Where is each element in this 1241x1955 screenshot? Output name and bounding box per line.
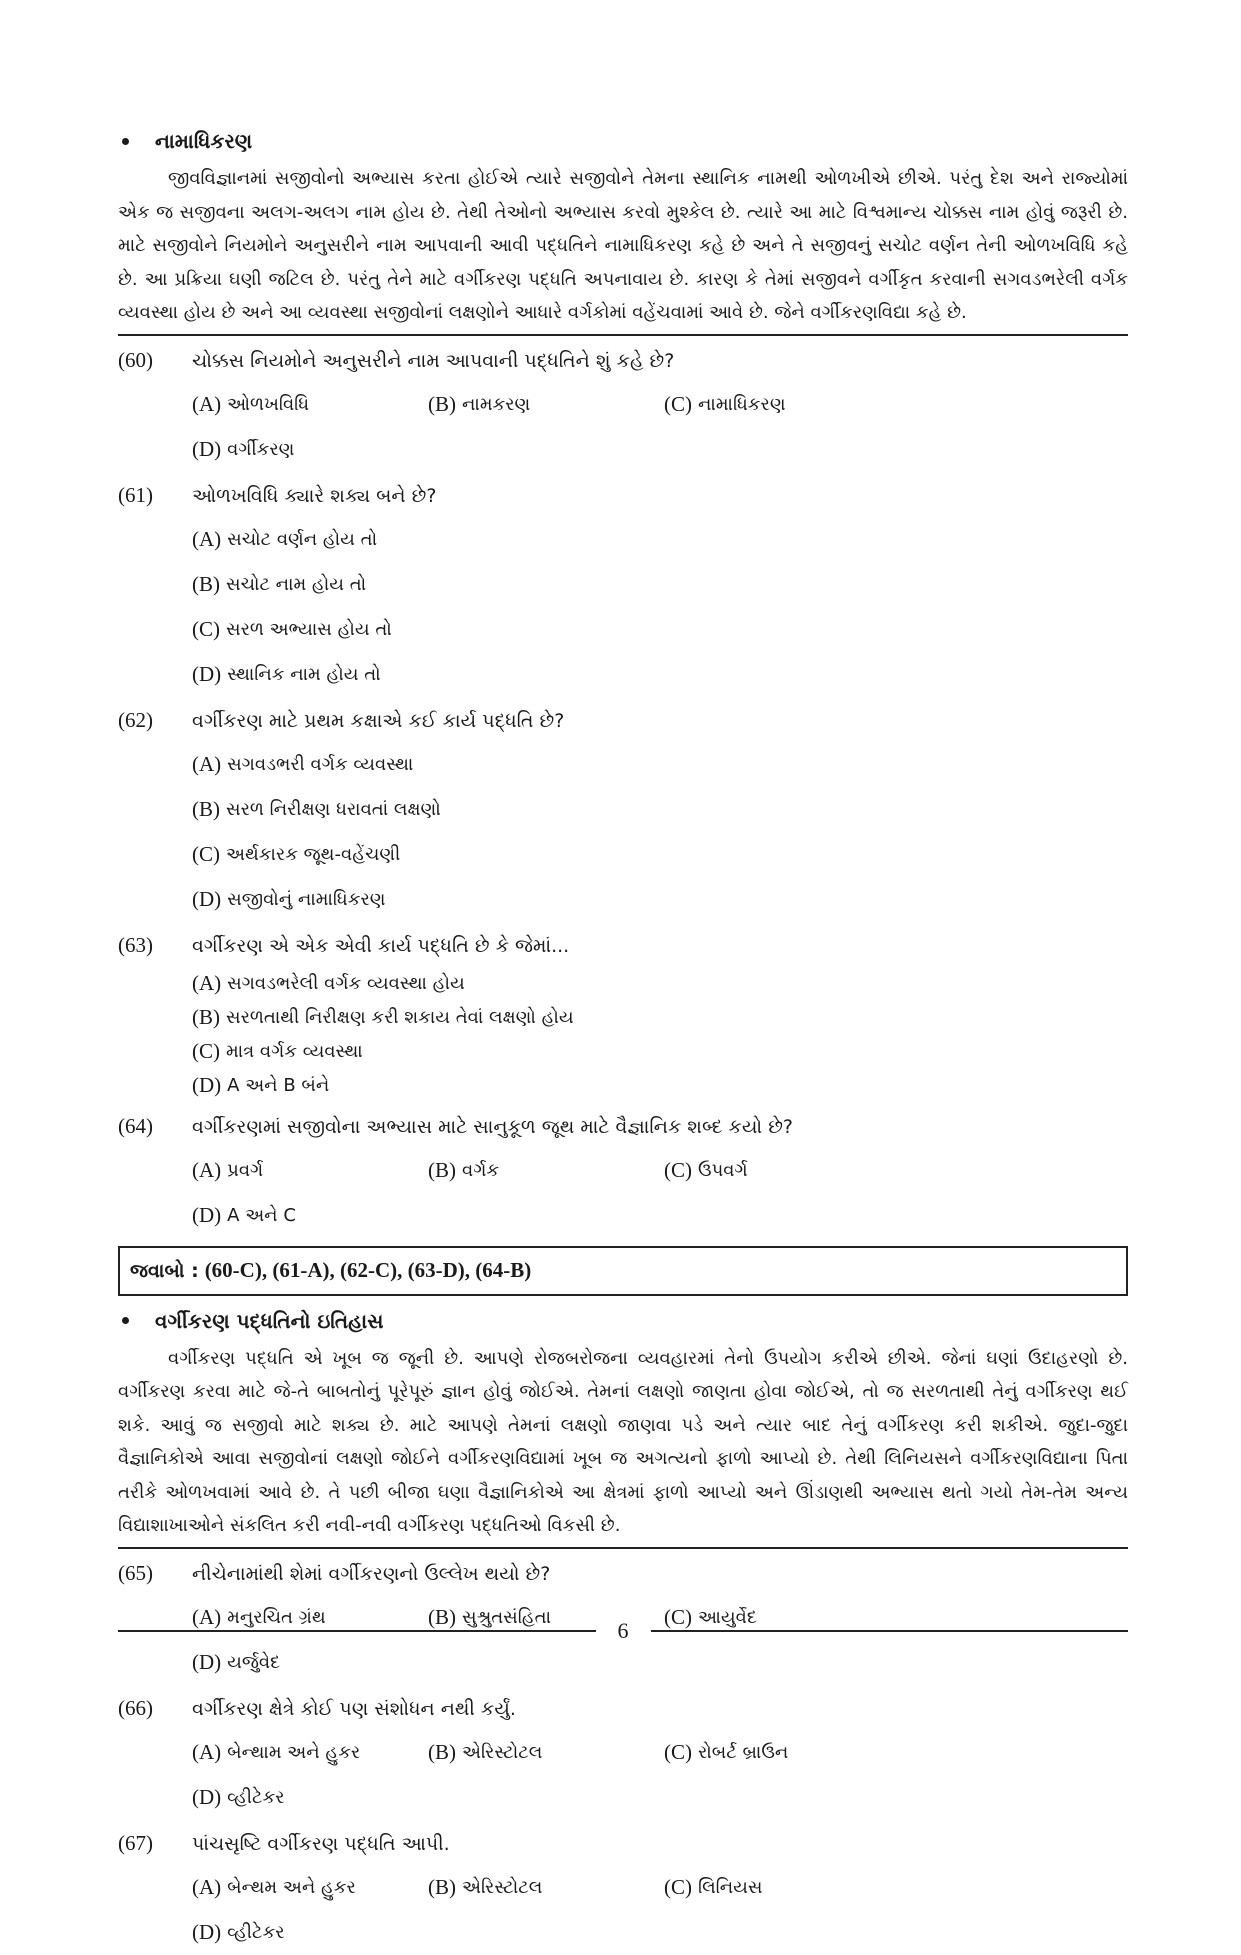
option-text: મનુરચિત ગ્રંથ: [227, 1606, 326, 1628]
option-letter: (C): [192, 1039, 220, 1063]
footer-rule-left: [118, 1630, 596, 1632]
option-text: યર્જુવેદ: [227, 1651, 281, 1673]
divider: [118, 1547, 1128, 1549]
question: [118, 1106, 1128, 1148]
option: [192, 787, 664, 832]
option-text: વ્હીટેકર: [227, 1786, 285, 1808]
question-number: (62): [118, 708, 153, 732]
question: [118, 1553, 1128, 1595]
question-number: (61): [118, 483, 153, 507]
question-text: પાંચસૃષ્ટિ વર્ગીકરણ પદ્ધતિ આપી.: [192, 1832, 450, 1855]
section-heading-classification-history: [118, 1300, 1128, 1342]
question: [118, 1688, 1128, 1730]
option: [192, 427, 428, 472]
option: [428, 1148, 664, 1193]
option-letter: (A): [192, 391, 222, 416]
option: [192, 517, 664, 562]
option-letter: (D): [192, 886, 222, 911]
option: [664, 1730, 900, 1775]
option-letter: (B): [428, 1157, 456, 1182]
question-text: વર્ગીકરણમાં સજીવોના અભ્યાસ માટે સાનુકૂળ જૂથ માટે વૈજ્ઞાનિક શબ્દ કયો છે?: [192, 1115, 793, 1138]
options: [118, 1730, 1128, 1820]
option-letter: (C): [664, 391, 692, 416]
option-text: નામાધિકરણ: [698, 393, 786, 415]
option-letter: (A): [192, 1874, 222, 1899]
option-text: સચોટ વર્ણન હોય તો: [227, 528, 378, 550]
option: [192, 1640, 428, 1685]
question-text: નીચેનામાંથી શેમાં વર્ગીકરણનો ઉલ્લેખ થયો છે?: [192, 1562, 551, 1585]
option: [192, 1193, 428, 1238]
option: [428, 1730, 664, 1775]
option-text: સચોટ નામ હોય તો: [226, 573, 367, 595]
option: [192, 967, 664, 1001]
option-text: વ્હીટેકર: [227, 1921, 285, 1943]
option-text: એરિસ્ટોટલ: [462, 1741, 543, 1763]
option: [192, 1001, 664, 1035]
option: [664, 1865, 900, 1910]
option-text: રોબર્ટ બ્રાઉન: [698, 1741, 789, 1763]
question-number: (60): [118, 348, 153, 372]
option: [192, 562, 664, 607]
option-letter: (A): [192, 526, 222, 551]
question-number: (65): [118, 1561, 153, 1585]
option-text: માત્ર વર્ગક વ્યવસ્થા: [226, 1041, 363, 1062]
page-content: [118, 120, 1128, 1955]
option-letter: (B): [192, 571, 220, 596]
answer-key-codes: (60-C), (61-A), (62-C), (63-D), (64-B): [204, 1258, 532, 1282]
question: [118, 1823, 1128, 1865]
option: [192, 832, 664, 877]
heading-text: નામાધિકરણ: [155, 129, 253, 153]
option-letter: (D): [192, 1919, 222, 1944]
option-letter: (D): [192, 1202, 222, 1227]
option-letter: (B): [428, 1874, 456, 1899]
question-number: (66): [118, 1696, 153, 1720]
option: [192, 877, 664, 922]
option-text: લિનિયસ: [698, 1876, 763, 1898]
question-text: વર્ગીકરણ એ એક એવી કાર્ય પદ્ધતિ છે કે જેમાં...: [192, 934, 570, 957]
option-letter: (A): [192, 1604, 222, 1629]
option: [192, 1730, 428, 1775]
option-text: સ્થાનિક નામ હોય તો: [227, 663, 381, 685]
option-text: સગવડભરેલી વર્ગક વ્યવસ્થા હોય: [227, 973, 465, 994]
question-text: વર્ગીકરણ માટે પ્રથમ કક્ષાએ કઈ કાર્ય પદ્ધતિ છે?: [192, 709, 565, 732]
option-letter: (C): [664, 1604, 692, 1629]
option: [664, 382, 900, 427]
option-text: વર્ગીકરણ: [227, 438, 295, 460]
question: [118, 700, 1128, 742]
option-text: બેન્થમ અને હુકર: [227, 1876, 356, 1898]
option: [192, 1035, 664, 1069]
option-text: સજીવોનું નામાધિકરણ: [227, 888, 386, 910]
option-letter: (C): [192, 841, 220, 866]
question-number: (67): [118, 1831, 153, 1855]
question: [118, 475, 1128, 517]
footer-rule-right: [651, 1630, 1129, 1632]
option-letter: (D): [192, 1784, 222, 1809]
option: [192, 607, 664, 652]
option-letter: (C): [664, 1874, 692, 1899]
divider: [118, 334, 1128, 336]
option-letter: (B): [428, 391, 456, 416]
options: [118, 742, 1128, 922]
option-letter: (B): [192, 1005, 220, 1029]
option-text: એરિસ્ટોટલ: [462, 1876, 543, 1898]
question-text: ચોક્કસ નિયમોને અનુસરીને નામ આપવાની પદ્ધતિને શું કહે છે?: [192, 349, 675, 372]
option-text: વર્ગક: [462, 1159, 500, 1181]
option-letter: (B): [428, 1604, 456, 1629]
option-letter: (D): [192, 1649, 222, 1674]
option-letter: (C): [192, 616, 220, 641]
option: [192, 1865, 428, 1910]
option-text: સરળતાથી નિરીક્ષણ કરી શકાય તેવાં લક્ષણો હોય: [226, 1007, 574, 1028]
option-letter: (D): [192, 436, 222, 461]
option-letter: (C): [664, 1157, 692, 1182]
question-number: (64): [118, 1114, 153, 1138]
option-text: સરળ નિરીક્ષણ ધરાવતાં લક્ષણો: [226, 798, 441, 820]
paragraph-classification-history: વર્ગીકરણ પદ્ધતિ એ ખૂબ જ જૂની છે. આપણે રોજબરોજના વ્યવહારમાં તેનો ઉપયોગ કરીએ છીએ. જેનાં ઘણાં ઉદાહરણો છે. વર્ગીકરણ કરવા માટે જે-તે બાબતોનું પૂરેપૂરું જ્ઞાન હોવું જોઈએ. તેમનાં લક્ષણો જાણતા હોવા જોઈએ, તો જ સરળતાથી તેનું વર્ગીકરણ થઈ શકે. આવું જ સજીવો માટે શક્ય છે. માટે આપણે તેમનાં લક્ષણો જાણવા પડે અને ત્યાર બાદ તેનું વર્ગીકરણ કરી શકીએ. જુદા-જુદા વૈજ્ઞાનિકોએ આવા સજીવોનાં લક્ષણો જોઈને વર્ગીકરણવિદ્યામાં ખૂબ જ અગત્યનો ફાળો આપ્યો છે. તેથી લિનિયસને વર્ગીકરણવિદ્યાના પિતા તરીકે ઓળખવામાં આવે છે. તે પછી બીજા ઘણા વૈજ્ઞાનિકોએ આ ક્ષેત્રમાં ફાળો આપ્યો અને ઊંડાણથી અભ્યાસ થતો ગયો તેમ-તેમ અન્ય વિદ્યાશાખાઓને સંકલિત કરી નવી-નવી વર્ગીકરણ પદ્ધતિઓ વિકસી છે.: [118, 1347, 1129, 1536]
option-letter: (C): [664, 1739, 692, 1764]
option: [192, 742, 664, 787]
options: [118, 967, 1128, 1103]
question: [118, 340, 1128, 382]
option: [192, 1910, 428, 1955]
option-letter: (D): [192, 1073, 222, 1097]
answer-key-box: [118, 1246, 1128, 1296]
option-text: આયુર્વેદ: [698, 1606, 757, 1628]
option-letter: (A): [192, 751, 222, 776]
page-footer: [118, 1616, 1128, 1646]
question-text: ઓળખવિધિ ક્યારે શક્ય બને છે?: [192, 484, 437, 507]
option-letter: (D): [192, 661, 222, 686]
option-letter: (B): [192, 796, 220, 821]
option-text: અર્થકારક જૂથ-વહેંચણી: [226, 843, 401, 865]
options: [118, 517, 1128, 697]
option-letter: (A): [192, 971, 222, 995]
paragraph-nomenclature: જીવવિજ્ઞાનમાં સજીવોનો અભ્યાસ કરતા હોઈએ ત્યારે સજીવોને તેમના સ્થાનિક નામથી ઓળખીએ છીએ. પરંતુ દેશ અને રાજ્યોમાં એક જ સજીવના અલગ-અલગ નામ હોય છે. તેથી તેઓનો અભ્યાસ કરવો મુશ્કેલ છે. ત્યારે આ માટે વિશ્વમાન્ય ચોક્કસ નામ હોવું જરૂરી છે. માટે સજીવોને નિયમોને અનુસરીને નામ આપવાની આવી પદ્ધતિને નામાધિકરણ કહે છે અને તે સજીવનું સચોટ વર્ણન તેની ઓળખવિધિ કહે છે. આ પ્રક્રિયા ઘણી જટિલ છે. પરંતુ તેને માટે વર્ગીકરણ પદ્ધતિ અપનાવાય છે. કારણ કે તેમાં સજીવને વર્ગીકૃત કરવાની સગવડભરેલી વર્ગક વ્યવસ્થા હોય છે અને આ વ્યવસ્થા સજીવોનાં લક્ષણોને આધારે વર્ગકોમાં વહેંચવામાં આવે છે. જેને વર્ગીકરણવિદ્યા કહે છે.: [118, 168, 1128, 323]
option-text: ઉપવર્ગ: [698, 1159, 748, 1181]
bullet-icon: [122, 1317, 129, 1324]
option-letter: (B): [428, 1739, 456, 1764]
options: [118, 1865, 1128, 1955]
option-text: સગવડભરી વર્ગક વ્યવસ્થા: [227, 753, 414, 775]
question-text: વર્ગીકરણ ક્ષેત્રે કોઈ પણ સંશોધન નથી કર્યું.: [192, 1697, 516, 1720]
option-text: પ્રવર્ગ: [227, 1159, 264, 1181]
option-text: બેન્થામ અને હુકર: [227, 1741, 361, 1763]
option-text: નામકરણ: [462, 393, 531, 415]
options: [118, 382, 1128, 472]
options: [118, 1148, 1128, 1238]
option: [428, 382, 664, 427]
option: [192, 1148, 428, 1193]
option: [192, 652, 664, 697]
option-letter: (A): [192, 1157, 222, 1182]
option: [192, 1069, 664, 1103]
option-text: સુશ્રુતસંહિતા: [462, 1606, 551, 1628]
page-number: 6: [617, 1618, 629, 1643]
option: [192, 1775, 428, 1820]
section-heading-nomenclature: [118, 120, 1128, 162]
heading-text: વર્ગીકરણ પદ્ધતિનો ઇતિહાસ: [155, 1308, 384, 1333]
option-text: A અને B બંને: [227, 1075, 330, 1096]
bullet-icon: [122, 138, 129, 145]
option: [428, 1865, 664, 1910]
option-text: સરળ અભ્યાસ હોય તો: [226, 618, 392, 640]
option-letter: (A): [192, 1739, 222, 1764]
option: [664, 1148, 900, 1193]
question-number: (63): [118, 933, 153, 957]
question: [118, 925, 1128, 967]
option-text: A અને C: [227, 1204, 296, 1226]
answer-key-label: જવાબો :: [130, 1259, 199, 1282]
option: [192, 382, 428, 427]
option-text: ઓળખવિધિ: [227, 393, 310, 415]
